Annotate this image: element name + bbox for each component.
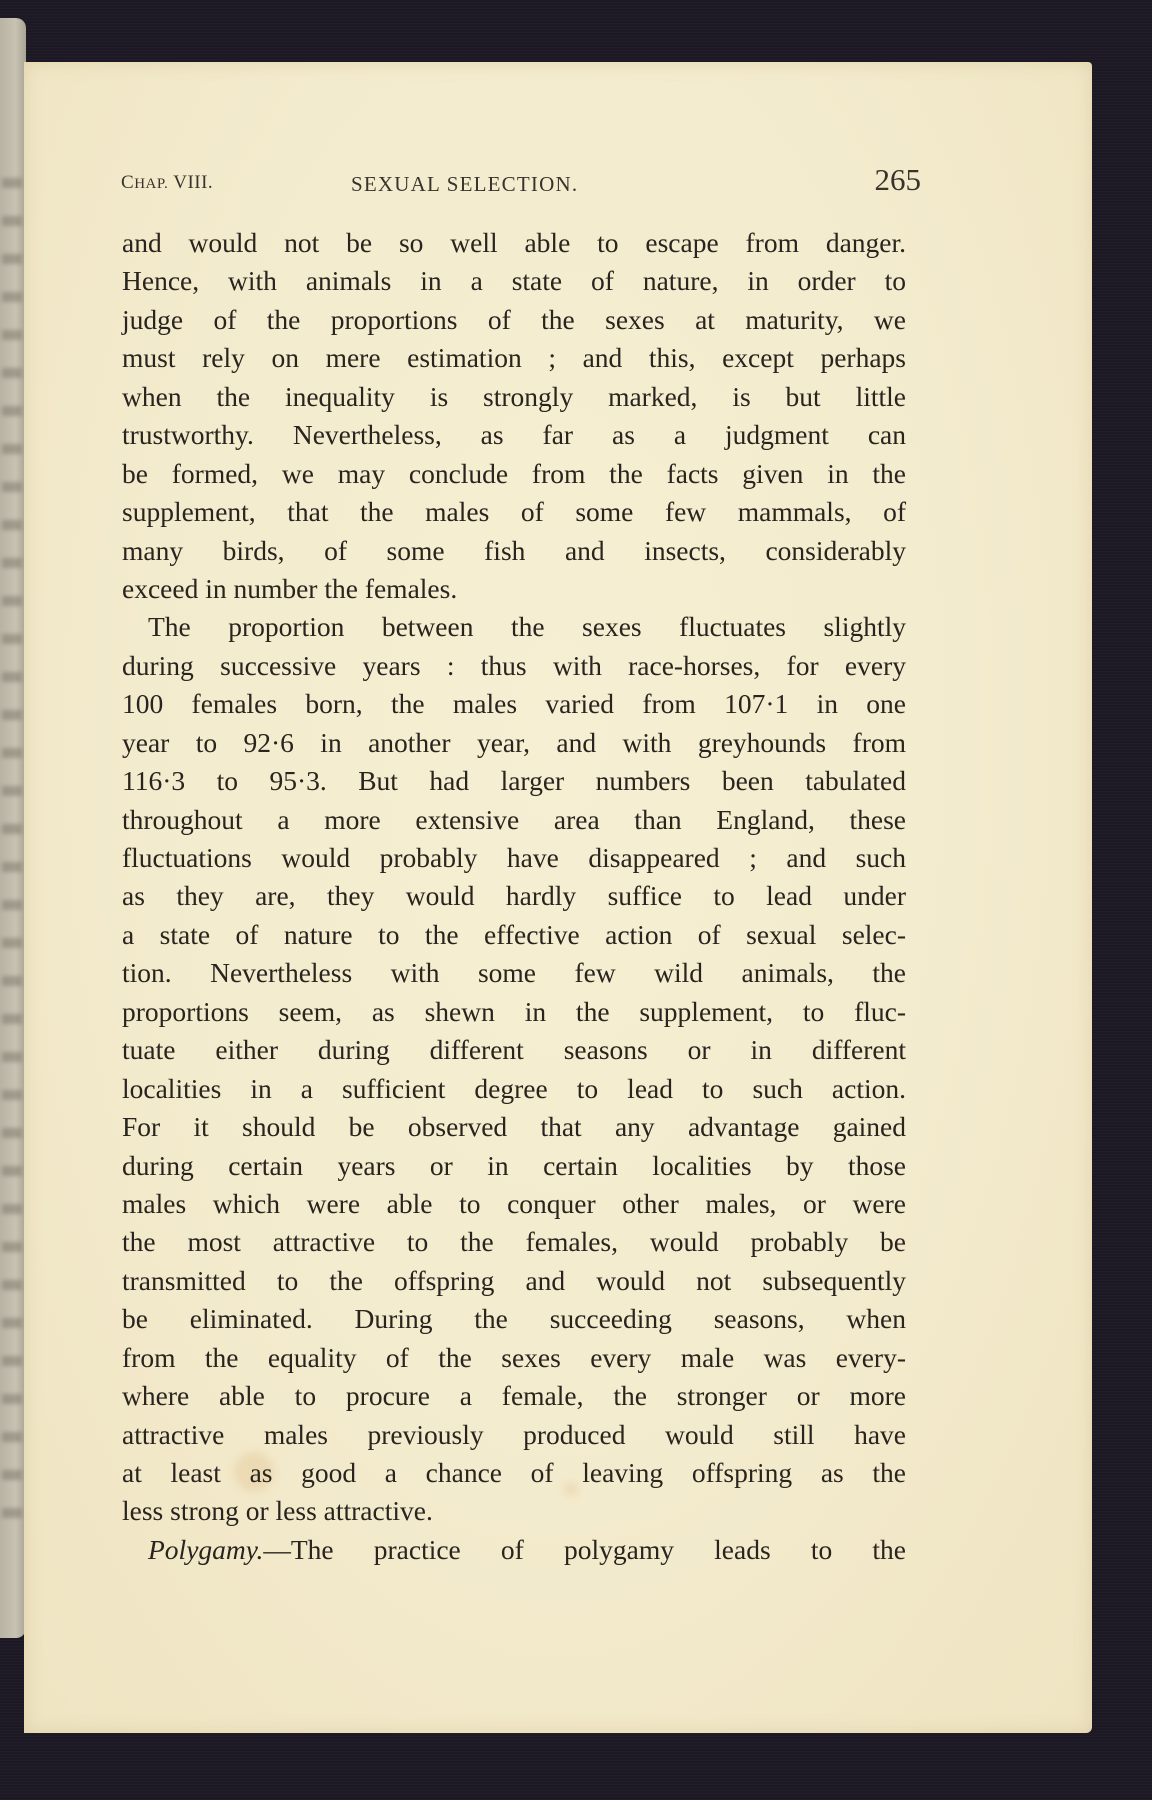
- ghost-text-line: [2, 1204, 22, 1214]
- text-line: throughout a more extensive area than England, these: [122, 803, 906, 835]
- text-line: at least as good a chance of leaving offspring as the: [122, 1457, 906, 1488]
- ghost-text-line: [2, 1508, 22, 1518]
- section-heading: Polygamy.: [148, 1533, 264, 1565]
- section-heading-line: [122, 1531, 906, 1569]
- ghost-text-line: [2, 938, 22, 948]
- ghost-text-line: [2, 406, 22, 416]
- text-line: attractive males previously produced would still have: [122, 1418, 906, 1450]
- text-line: when the inequality is strongly marked, is but little: [122, 380, 906, 412]
- chapter-rest: HAP.: [134, 176, 169, 192]
- ghost-text-line: [2, 1166, 22, 1176]
- text-line: year to 92·6 in another year, and with greyhounds from: [122, 726, 906, 758]
- ghost-text-line: [2, 1280, 22, 1290]
- text-line: supplement, that the males of some few mammals, of: [122, 496, 906, 528]
- text-line: where able to procure a female, the stronger or more: [122, 1380, 906, 1412]
- text-line: as they are, they would hardly suffice to lead under: [122, 880, 906, 912]
- text-line: and would not be so well able to escape from danger.: [122, 227, 906, 258]
- ghost-text-line: [2, 1470, 22, 1480]
- text-line: males which were able to conquer other males, or were: [122, 1187, 906, 1219]
- chapter-label: [121, 172, 213, 194]
- ghost-text-line: [2, 1394, 22, 1404]
- text-line: trustworthy. Nevertheless, as far as a judgment can: [122, 419, 906, 451]
- ghost-text-line: [2, 1128, 22, 1138]
- text-line: the most attractive to the females, would probably be: [122, 1226, 906, 1258]
- ghost-text-line: [2, 1318, 22, 1328]
- ghost-text-line: [2, 520, 22, 530]
- text-line: a state of nature to the effective action of sexual selec-: [122, 918, 906, 950]
- text-line: tuate either during different seasons or in different: [122, 1034, 906, 1066]
- running-head: [121, 162, 921, 198]
- chapter-number: VIII.: [173, 172, 214, 193]
- ghost-text-line: [2, 710, 22, 720]
- adjacent-page-edge: [0, 18, 26, 1638]
- chapter-prefix: C: [121, 172, 135, 193]
- ghost-text-line: [2, 444, 22, 454]
- text-line: exceed in number the females.: [122, 572, 458, 604]
- ghost-text-line: [2, 1090, 22, 1100]
- text-line: localities in a sufficient degree to lead to such action.: [122, 1072, 906, 1104]
- text-line: be eliminated. During the succeeding seasons, when: [122, 1303, 906, 1335]
- text-line: during certain years or in certain localities by those: [122, 1149, 906, 1181]
- text-line: For it should be observed that any advantage gained: [122, 1111, 906, 1143]
- text-line: 116·3 to 95·3. But had larger numbers been tabulated: [122, 765, 906, 797]
- ghost-text-line: [2, 254, 22, 264]
- ghost-text-line: [2, 596, 22, 606]
- text-line: tion. Nevertheless with some few wild animals, the: [122, 957, 906, 989]
- ghost-text-line: [2, 1014, 22, 1024]
- text-line: fluctuations would probably have disappeared ; and such: [122, 842, 906, 873]
- ghost-text-line: [2, 1356, 22, 1366]
- ghost-text-line: [2, 482, 22, 492]
- text-line: be formed, we may conclude from the facts given in the: [122, 457, 906, 489]
- page-number: 265: [874, 162, 921, 197]
- running-title: SEXUAL SELECTION.: [351, 172, 579, 196]
- ghost-text-line: [2, 368, 22, 378]
- text-fragment: —The practice of polygamy leads to the: [263, 1533, 906, 1565]
- text-line: many birds, of some fish and insects, considerably: [122, 534, 906, 566]
- text-line: The proportion between the sexes fluctuates slightly: [148, 611, 906, 643]
- text-line: less strong or less attractive.: [122, 1495, 433, 1527]
- text-line: during successive years : thus with race-horses, for every: [122, 649, 906, 681]
- ghost-text-line: [2, 330, 22, 340]
- text-line: Hence, with animals in a state of nature, in order to: [122, 265, 906, 297]
- ghost-text-line: [2, 178, 22, 188]
- text-line: proportions seem, as shewn in the supplement, to fluc-: [122, 995, 906, 1027]
- ghost-text-line: [2, 824, 22, 834]
- ghost-text-line: [2, 862, 22, 872]
- text-line: from the equality of the sexes every male was every-: [122, 1341, 906, 1373]
- ghost-text-line: [2, 786, 22, 796]
- text-line: must rely on mere estimation ; and this, except perhaps: [122, 342, 906, 374]
- body-text: [122, 224, 906, 1569]
- ghost-text-line: [2, 1432, 22, 1442]
- ghost-text-line: [2, 1242, 22, 1252]
- ghost-text-line: [2, 976, 22, 986]
- ghost-text-line: [2, 1052, 22, 1062]
- ghost-text-line: [2, 672, 22, 682]
- ghost-text-line: [2, 558, 22, 568]
- text-line: judge of the proportions of the sexes at maturity, we: [122, 303, 906, 335]
- text-line: 100 females born, the males varied from 107·1 in one: [122, 688, 906, 720]
- ghost-text-line: [2, 748, 22, 758]
- ghost-text-line: [2, 900, 22, 910]
- text-line: transmitted to the offspring and would not subsequently: [122, 1264, 906, 1296]
- book-page: [24, 62, 1092, 1733]
- ghost-text-line: [2, 634, 22, 644]
- ghost-text-line: [2, 292, 22, 302]
- ghost-text-line: [2, 216, 22, 226]
